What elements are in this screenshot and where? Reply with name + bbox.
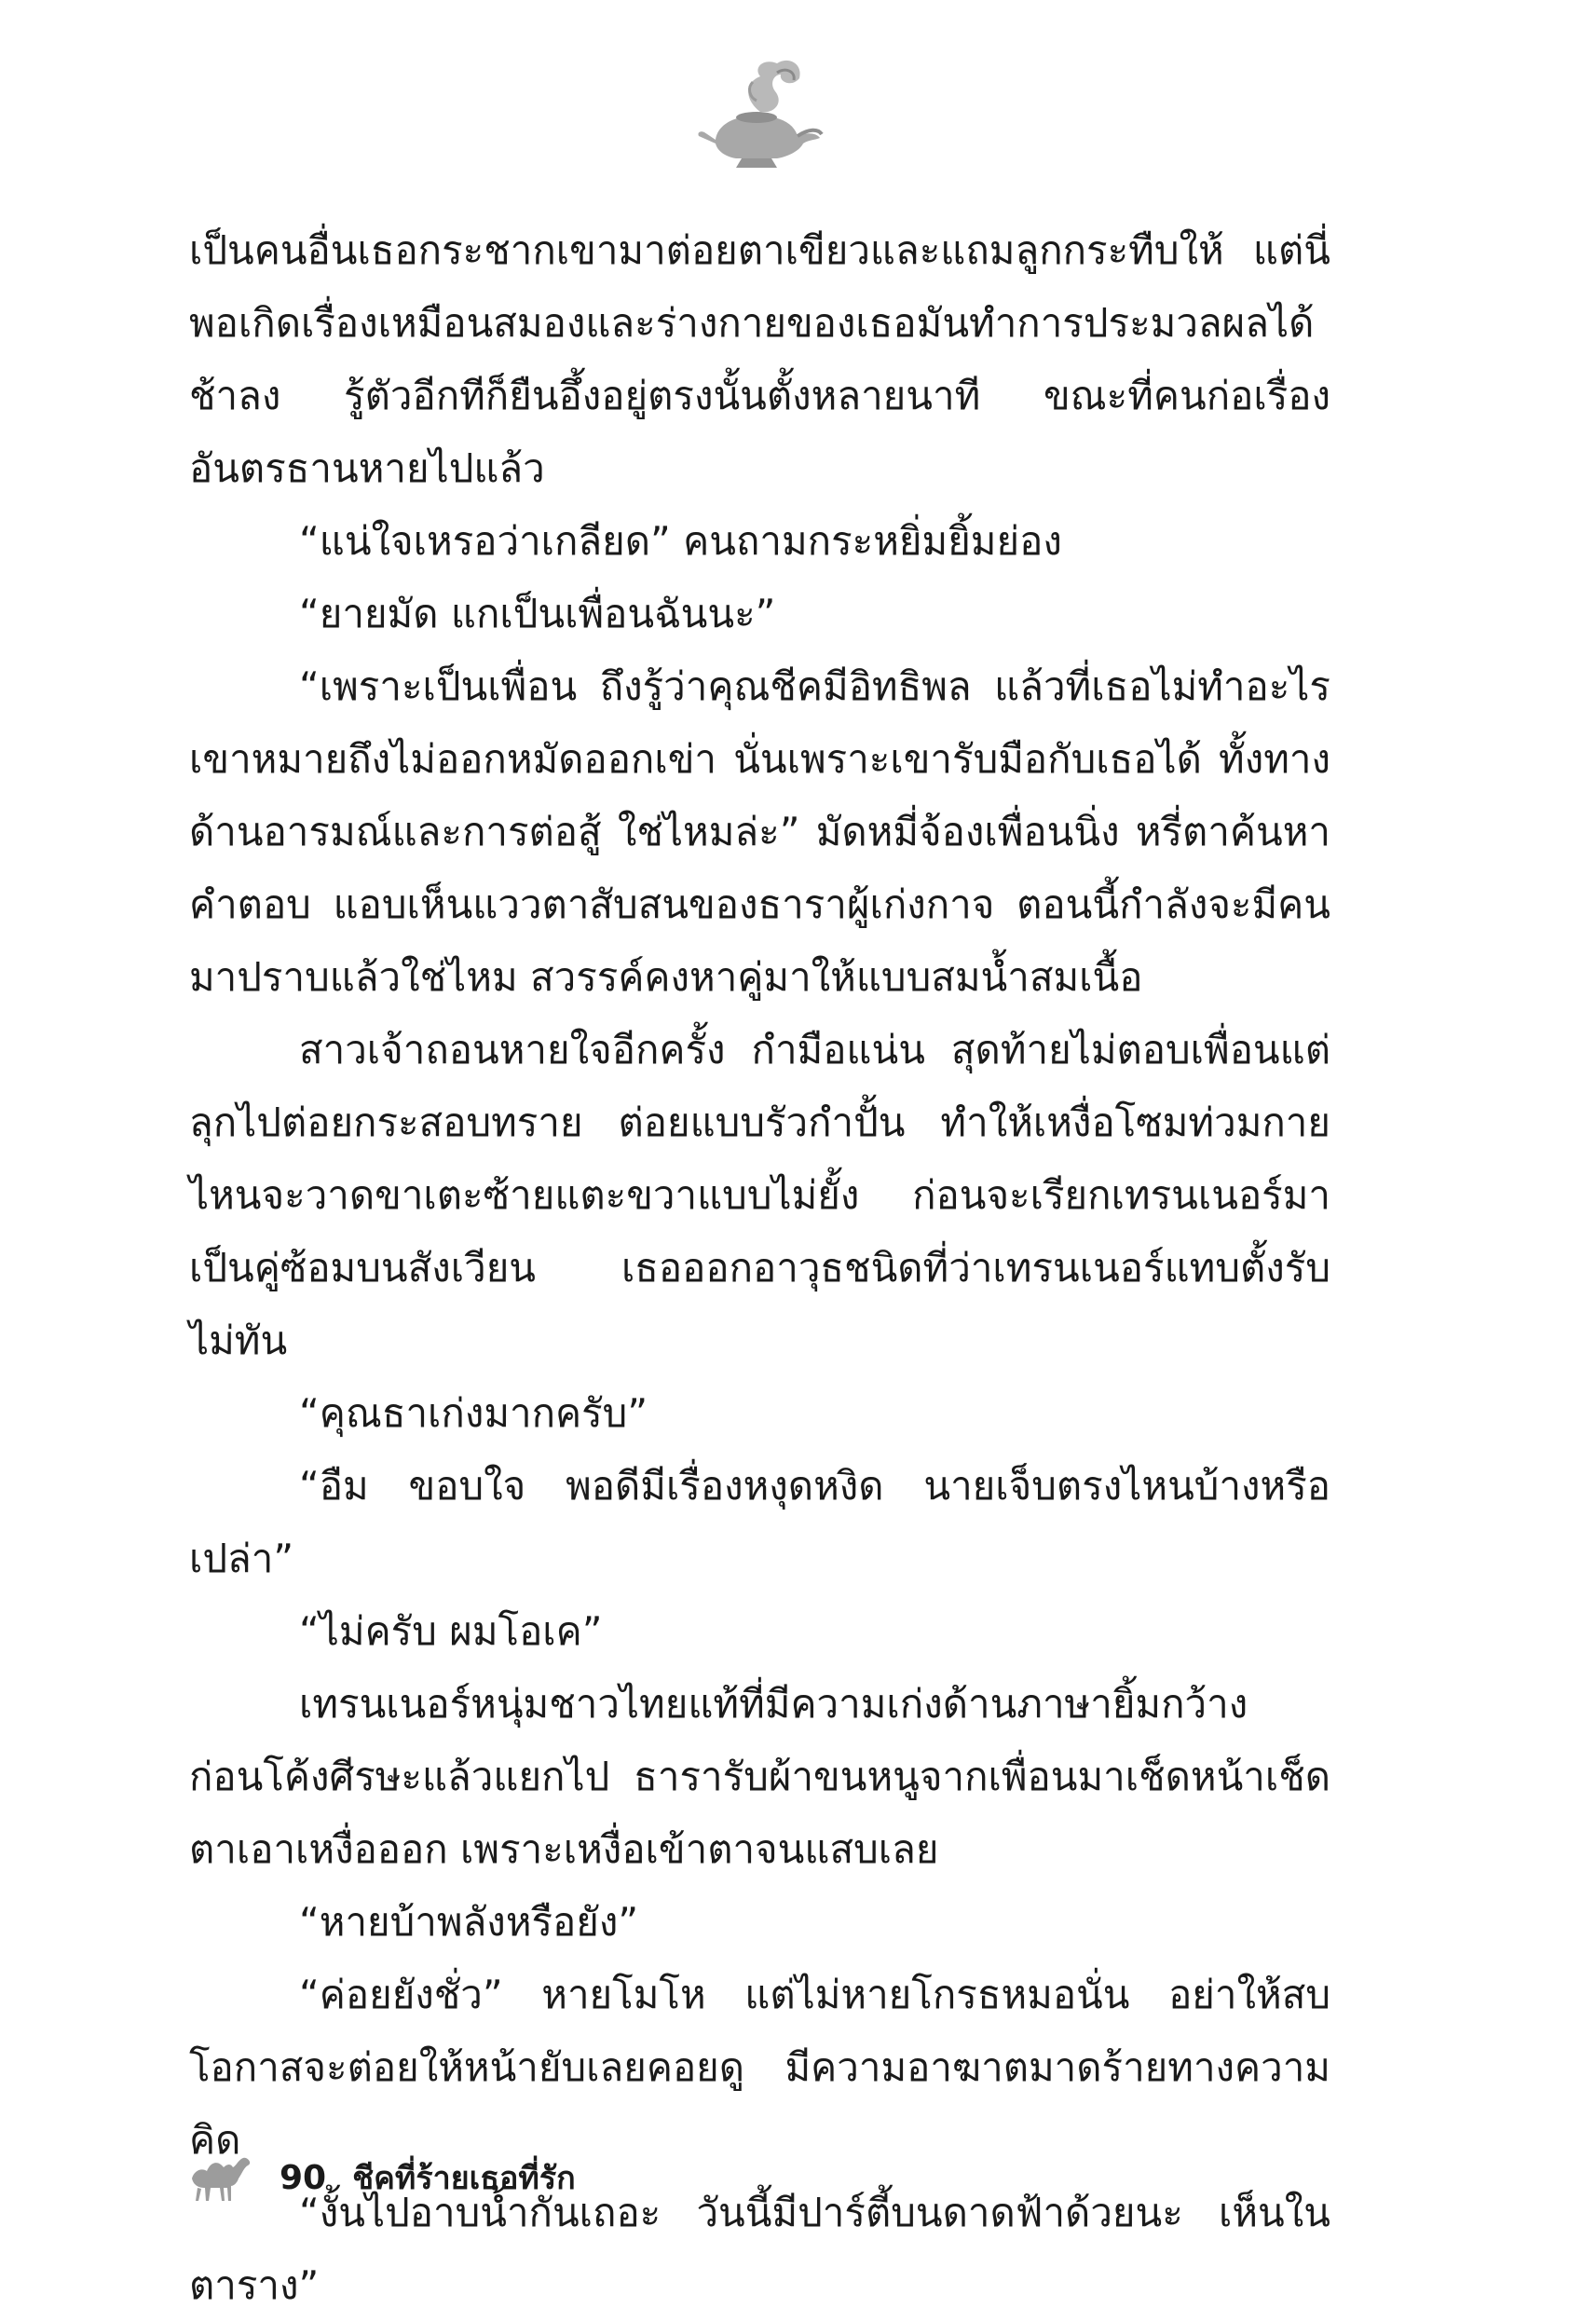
paragraph: สาวเจ้าถอนหายใจอีกครั้ง กำมือแน่น สุดท้ายไม่ตอบเพื่อนแต่ลุกไปต่อยกระสอบทราย ต่อยแบบรัวกำปั้น ทำให้เหงื่อโซมท่วมกายไหนจะวาดขาเตะซ้ายแตะขวาแบบไม่ยั้ง ก่อนจะเรียกเทรนเนอร์มาเป็นคู่ซ้อมบนสังเวียน เธอออกอาวุธชนิดที่ว่าเทรนเนอร์แทบตั้งรับไม่ทัน (189, 1027, 1330, 1363)
page-footer (186, 2145, 576, 2210)
book-title: ชีคที่ร้ายเธอที่รัก (352, 2160, 576, 2197)
paragraph: “คุณธาเก่งมากครับ” (299, 1390, 648, 1436)
paragraph: “หายบ้าพลังหรือยัง” (299, 1899, 639, 1945)
page-number: 90 (280, 2158, 327, 2197)
paragraph: “ไม่ครับ ผมโอเค” (299, 1608, 603, 1654)
paragraph: เทรนเนอร์หนุ่มชาวไทยแท้ที่มีความเก่งด้านภาษายิ้มกว้าง ก่อนโค้งศีรษะแล้วแยกไป ธารารับผ้าขนหนูจากเพื่อนมาเช็ดหน้าเช็ดตาเอาเหงื่อออก เพราะเหงื่อเข้าตาจนแสบเลย (189, 1681, 1330, 1872)
paragraph: “เพราะเป็นเพื่อน ถึงรู้ว่าคุณชีคมีอิทธิพล แล้วที่เธอไม่ทำอะไรเขาหมายถึงไม่ออกหมัดออกเข่า นั่นเพราะเขารับมือกับเธอได้ ทั้งทางด้านอารมณ์และการต่อสู้ ใช่ไหมล่ะ” มัดหมี่จ้องเพื่อนนิ่ง หรี่ตาค้นหาคำตอบ แอบเห็นแววตาสับสนของธาราผู้เก่งกาจ ตอนนี้กำลังจะมีคนมาปราบแล้วใช่ไหม สวรรค์คงหาคู่มาให้แบบสมน้ำสมเนื้อ (189, 663, 1330, 1000)
paragraph: “ค่อยยังชั่ว” หายโมโห แต่ไม่หายโกรธหมอนั่น อย่าให้สบโอกาสจะต่อยให้หน้ายับเลยคอยดู มีความอาฆาตมาดร้ายทางความคิด (189, 1972, 1330, 2163)
paragraph: “แน่ใจเหรอว่าเกลียด” คนถามกระหยิ่มยิ้มย่อง (299, 518, 1062, 564)
genie-lamp-icon (688, 54, 827, 175)
body-text (189, 214, 1330, 2322)
camel-icon (186, 2151, 253, 2205)
paragraph: “อืม ขอบใจ พอดีมีเรื่องหงุดหงิด นายเจ็บตรงไหนบ้างหรือเปล่า” (189, 1463, 1330, 1581)
paragraph: เป็นคนอื่นเธอกระชากเขามาต่อยตาเขียวและแถมลูกกระทืบให้ แต่นี่พอเกิดเรื่องเหมือนสมองและร่างกายของเธอมันทำการประมวลผลได้ช้าลง รู้ตัวอีกทีก็ยืนอึ้งอยู่ตรงนั้นตั้งหลายนาที ขณะที่คนก่อเรื่องอันตรธานหายไปแล้ว (189, 227, 1330, 491)
paragraph: “งั้นไปอาบน้ำกันเถอะ วันนี้มีปาร์ตี้บนดาดฟ้าด้วยนะ เห็นในตาราง” (189, 2190, 1330, 2308)
paragraph: “ยายมัด แกเป็นเพื่อนฉันนะ” (299, 591, 776, 636)
